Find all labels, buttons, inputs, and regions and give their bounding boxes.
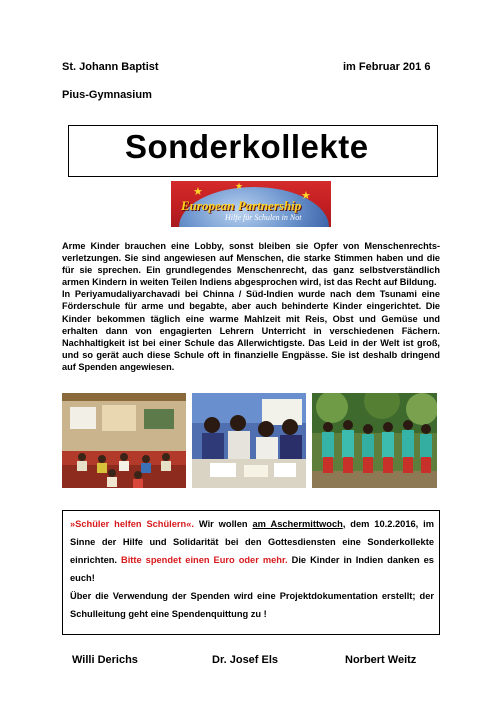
notice-text-c: Die Kinder in Indien danken es euch! [70, 555, 434, 584]
notice-paragraph-1 [70, 515, 434, 587]
signature-norbert-weitz: Norbert Weitz [345, 654, 417, 666]
signature-josef-els: Dr. Josef Els [212, 654, 279, 666]
star-icon: ★ [193, 186, 203, 198]
school-name: St. Johann Baptist [62, 61, 159, 73]
signature-willi-derichs: Willi Derichs [72, 654, 138, 666]
european-partnership-logo [171, 181, 331, 227]
body-text [62, 240, 440, 373]
photo-girls-studying [192, 393, 306, 488]
gymnasium-name: Pius-Gymnasium [62, 89, 152, 101]
date-underlined: am Aschermittwoch [252, 519, 343, 529]
donation-appeal: Bitte spendet einen Euro oder mehr. [121, 555, 288, 566]
star-icon: ★ [235, 181, 244, 191]
logo-subtitle: Hilfe für Schulen in Not [225, 213, 302, 222]
notice-text-b: , dem 10.2.2016, im Sinne der Hilfe und Solidarität bei den Gottesdiensten eine Sonderkollekte einrichten. [70, 519, 434, 566]
slogan: »Schüler helfen Schülern«. [70, 519, 194, 529]
letter-date: im Februar 201 6 [343, 61, 431, 73]
photo-classroom [62, 393, 186, 488]
logo-title: European Partnership [181, 198, 302, 213]
notice-text-a: Wir wollen [193, 519, 253, 529]
page-title: Sonderkollekte [125, 128, 369, 165]
notice-paragraph-2: Über die Verwendung der Spenden wird eine Projektdokumentation erstellt; der Schulleitung geht eine Spendenquittung zu ! [70, 591, 434, 620]
body-paragraph-2: In Periyamudaliyarchavadi bei Chinna / Süd-Indien wurde nach dem Tsunami eine Förderschule für arme und begabte, aber auch behinderte Kinder eingerichtet. Die Kinder bekommen täglich eine warme Mahlzeit mit Reis, Obst und Gemüse und erhalten dann von engagierten Lehrern Unterricht in verschiedenen Fächern. Nachhaltigkeit ist bei einer Schule das Allerwichtigste. Das Leid in der Welt ist groß, und so gerät auch diese Schule oft in finanzielle Engpässe. Sie ist deshalb dringend auf Spenden angewiesen. [62, 289, 440, 372]
body-paragraph-1: Arme Kinder brauchen eine Lobby, sonst bleiben sie Opfer von Menschenrechtsverletzungen. Sie sind angewiesen auf Menschen, die starke Stimmen haben und die für sie sprechen. Ein grundlegendes Menschenrecht, das ganz selbstverständlich armen Kindern in weiten Teilen Indiens abgesprochen wird, ist das Recht auf Bildung. [62, 241, 440, 288]
photo-girls-uniforms [312, 393, 437, 488]
star-icon: ★ [301, 190, 311, 202]
notice-text [70, 515, 434, 624]
